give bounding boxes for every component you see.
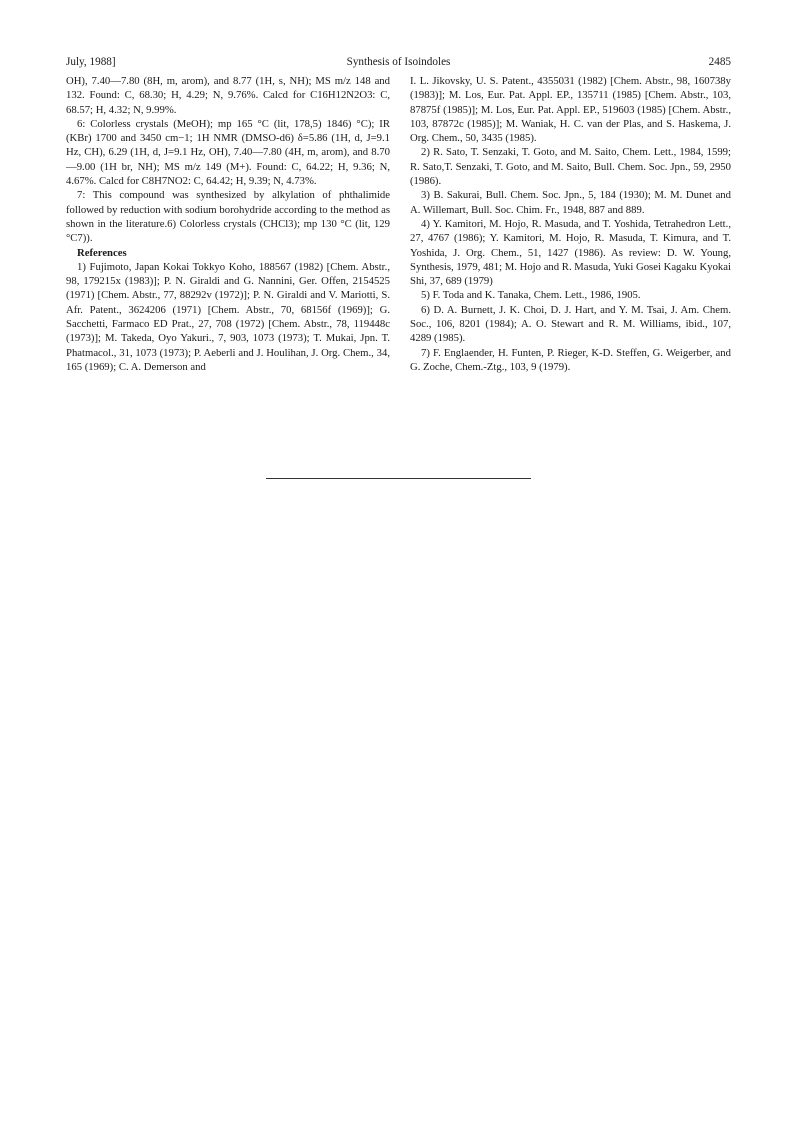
reference-3: 3) B. Sakurai, Bull. Chem. Soc. Jpn., 5, 184 (1930); M. M. Dunet and A. Willemart, Bull. Soc. Chim. Fr., 1948, 887 and 889. (410, 189, 731, 216)
reference-2: 2) R. Sato, T. Senzaki, T. Goto, and M. Saito, Chem. Lett., 1984, 1599; R. Sato,T. Senzaki, T. Goto, and M. Saito, Bull. Chem. Soc. Jpn., 59, 2950 (1986). (410, 146, 731, 188)
reference-5: 5) F. Toda and K. Tanaka, Chem. Lett., 1986, 1905. (421, 289, 641, 302)
left-column (66, 74, 390, 374)
running-header (66, 56, 731, 70)
reference-1: 1) Fujimoto, Japan Kokai Tokkyo Koho, 188567 (1982) [Chem. Abstr., 98, 179215x (1983)]; P. N. Giraldi and G. Nannini, Ger. Offen, 2154525 (1971) [Chem. Abstr., 77, 88292v (1972)]; P. N. Giraldi and V. Mariotti, S. Afr. Patent., 3624206 (1971) [Chem. Abstr., 70, 68156f (1969)]; G. Sacchetti, Farmaco ED Prat., 27, 708 (1972) [Chem. Abstr., 78, 119448c (1973)]; M. Takeda, Oyo Yakuri., 7, 903, 1073 (1973); T. Mukai, Jpn. T. Phatmacol., 31, 1073 (1973); P. Aeberli and J. Houlihan, J. Org. Chem., 34, 165 (1969); C. A. Demerson and (66, 260, 390, 373)
end-rule (266, 478, 531, 479)
reference-1-continued: I. L. Jikovsky, U. S. Patent., 4355031 (1982) [Chem. Abstr., 98, 160738y (1983)]; M. Los, Eur. Pat. Appl. EP., 135711 (1985) [Chem. Abstr., 103, 87875f (1985)]; M. Los, Eur. Pat. Appl. EP., 519603 (1985) [Chem. Abstr., 103, 87872c (1985)]; M. Waniak, H. C. van der Plas, and S. Haskema, J. Org. Chem., 50, 3435 (1985). (410, 75, 731, 145)
compound-5-continued: OH), 7.40—7.80 (8H, m, arom), and 8.77 (1H, s, NH); MS m/z 148 and 132. Found: C, 68.30; H, 4.29; N, 9.76%. Calcd for C16H12N2O3: C, 68.57; H, 4.32; N, 9.99%. (66, 75, 390, 116)
compound-6-paragraph: 6: Colorless crystals (MeOH); mp 165 °C (lit, 178,5) 1846) °C); IR (KBr) 1700 and 3450 cm−1; 1H NMR (DMSO-d6) δ=5.86 (1H, d, J=9.1 Hz, CH), 6.29 (1H, d, J=9.1 Hz, OH), 7.40—7.80 (4H, m, arom), and 8.70—9.00 (1H br, NH); MS m/z 149 (M+). Found: C, 64.22; H, 9.36; N, 4.67%. Calcd for C8H7NO2: C, 64.42; H, 9.39; N, 4.73%. (66, 117, 390, 188)
reference-7: 7) F. Englaender, H. Funten, P. Rieger, K-D. Steffen, G. Weigerber, and G. Zoche, Chem.-Ztg., 103, 9 (1979). (410, 346, 731, 373)
right-column (410, 74, 731, 374)
reference-6: 6) D. A. Burnett, J. K. Choi, D. J. Hart, and Y. M. Tsai, J. Am. Chem. Soc., 106, 8201 (1984); A. O. Stewart and R. M. Williams, ibid., 107, 4289 (1985). (410, 303, 731, 345)
references-heading: References (77, 246, 127, 259)
page-number: 2485 (708, 56, 731, 68)
compound-7-paragraph: 7: This compound was synthesized by alkylation of phthalimide followed by reduction with sodium borohydride according to the method as shown in the literature.6) Colorless crystals (CHCl3); mp 130 °C (lit, 129 °C7)). (66, 189, 390, 245)
header-date: July, 1988] (66, 56, 116, 68)
header-title: Synthesis of Isoindoles (346, 56, 451, 68)
reference-4: 4) Y. Kamitori, M. Hojo, R. Masuda, and T. Yoshida, Tetrahedron Lett., 27, 4767 (1986); Y. Kamitori, M. Hojo, R. Masuda, T. Kimura, and T. Yoshida, J. Org. Chem., 51, 1427 (1986). As review: D. W. Young, Synthesis, 1979, 481; M. Hojo and R. Masuda, Yuki Gosei Kagaku Kyokai Shi, 37, 689 (1979) (410, 217, 731, 288)
